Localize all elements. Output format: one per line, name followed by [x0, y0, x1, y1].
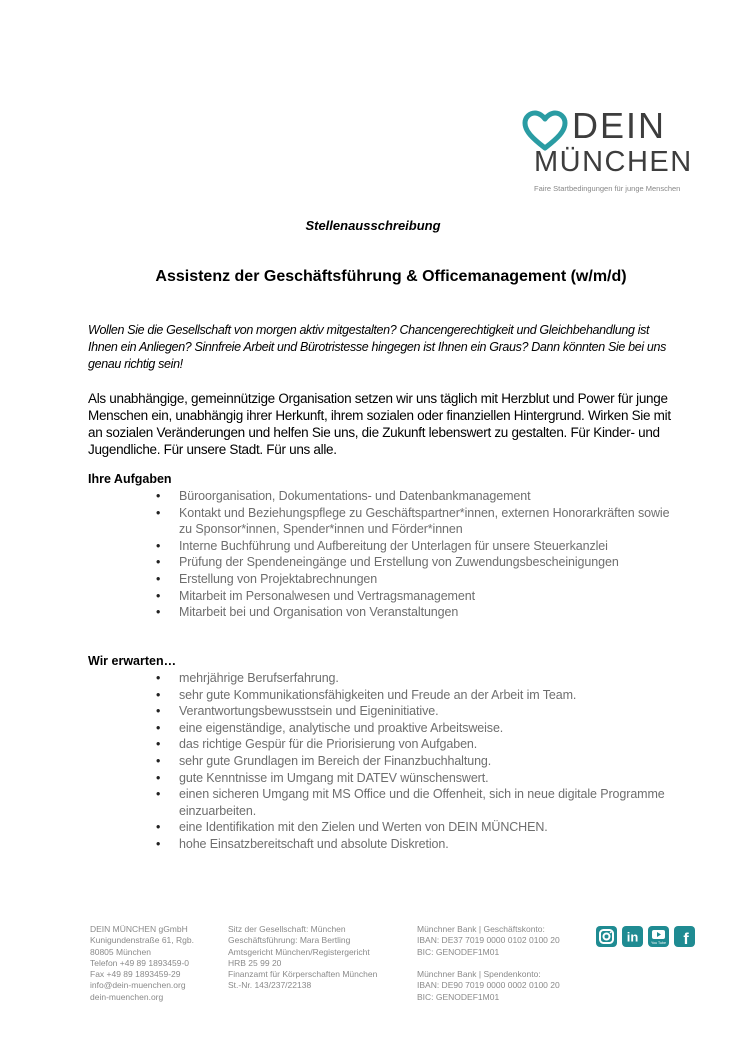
- footer-line: Amtsgericht München/Registergericht: [228, 946, 370, 957]
- footer-line: [417, 958, 560, 969]
- youtube-icon-text: You Tube: [650, 940, 667, 945]
- logo-line-dein: DEIN: [572, 105, 667, 146]
- footer-line: BIC: GENODEF1M01: [417, 991, 500, 1002]
- linkedin-icon-text: in: [626, 929, 639, 945]
- footer-line: Telefon +49 89 1893459-0: [90, 957, 190, 968]
- list-item: • Kontakt und Beziehungspflege zu Geschäftspartner*innen, externen Honorarkräften sowie zu Sponsor*innen, Spender*innen und Förder*innen: [156, 505, 679, 538]
- facebook-icon[interactable]: [674, 926, 695, 947]
- footer-line: Münchner Bank | Spendenkonto:: [417, 969, 541, 980]
- tasks-heading: Ihre Aufgaben: [88, 472, 172, 486]
- list-item: • Verantwortungsbewusstsein und Eigeninitiative.: [156, 703, 679, 720]
- instagram-icon[interactable]: [596, 926, 617, 947]
- list-item: • sehr gute Kommunikationsfähigkeiten und Freude an der Arbeit im Team.: [156, 687, 679, 704]
- footer-line: Sitz der Gesellschaft: München: [228, 924, 346, 934]
- footer-line: IBAN: DE37 7019 0000 0102 0100 20: [417, 935, 560, 946]
- list-item: • einen sicheren Umgang mit MS Office und die Offenheit, sich in neue digitale Programme einzuarbeiten.: [156, 786, 679, 819]
- footer-line: 80805 München: [90, 946, 151, 957]
- list-item: • Büroorganisation, Dokumentations- und Datenbankmanagement: [156, 488, 679, 505]
- list-item: • Interne Buchführung und Aufbereitung der Unterlagen für unsere Steuerkanzlei: [156, 538, 679, 555]
- footer-line: Kunigundenstraße 61, Rgb.: [90, 935, 194, 946]
- page-title: Assistenz der Geschäftsführung & Officemanagement (w/m/d): [155, 268, 627, 285]
- footer-line: Geschäftsführung: Mara Bertling: [228, 935, 351, 946]
- list-item: • Mitarbeit im Personalwesen und Vertragsmanagement: [156, 588, 679, 605]
- list-item: • Erstellung von Projektabrechnungen: [156, 571, 679, 588]
- footer-line: St.-Nr. 143/237/22138: [228, 980, 312, 991]
- footer-line: DEIN MÜNCHEN gGmbH: [90, 924, 188, 934]
- footer-company-info: [90, 924, 194, 1003]
- list-item: • hohe Einsatzbereitschaft und absolute Diskretion.: [156, 836, 679, 853]
- footer-bank-info: [417, 924, 560, 1003]
- about-paragraph: Als unabhängige, gemeinnützige Organisation setzen wir uns täglich mit Herzblut und Power für junge Menschen ein, unabhängig ihrer Herkunft, ihrem sozialen oder finanziellen Hintergrund. Wirken Sie mit an sozialen Veränderungen und helfen Sie uns, die Zukunft lebenswert zu gestalten. Für Kinder- und Jugendliche. Für unsere Stadt. Für uns alle.: [88, 391, 671, 457]
- list-item: • das richtige Gespür für die Priorisierung von Aufgaben.: [156, 736, 679, 753]
- linkedin-icon[interactable]: [622, 926, 643, 947]
- document-kicker: Stellenausschreibung: [305, 218, 441, 233]
- expectations-list: [156, 670, 679, 853]
- list-item: • mehrjährige Berufserfahrung.: [156, 670, 679, 687]
- intro-paragraph: Wollen Sie die Gesellschaft von morgen aktiv mitgestalten? Chancengerechtigkeit und Gleichbehandlung ist Ihnen ein Anliegen? Sinnfreie Arbeit und Bürotristesse hingegen ist Ihnen ein Graus? Dann könnten Sie bei uns genau richtig sein!: [88, 323, 667, 371]
- tasks-list: [156, 488, 679, 621]
- expectations-heading: Wir erwarten…: [88, 654, 177, 668]
- list-item: • eine Identifikation mit den Zielen und Werten von DEIN MÜNCHEN.: [156, 819, 679, 836]
- footer-line: IBAN: DE90 7019 0000 0002 0100 20: [417, 980, 560, 991]
- list-item: • gute Kenntnisse im Umgang mit DATEV wünschenswert.: [156, 770, 679, 787]
- youtube-icon[interactable]: [648, 926, 669, 947]
- footer-line: BIC: GENODEF1M01: [417, 946, 500, 957]
- logo: [522, 105, 693, 194]
- logo-line-muenchen: MÜNCHEN: [534, 146, 693, 178]
- logo-tagline: Faire Startbedingungen für junge Menschen: [534, 184, 681, 193]
- list-item: • Mitarbeit bei und Organisation von Veranstaltungen: [156, 604, 679, 621]
- footer-line: Finanzamt für Körperschaften München: [228, 969, 378, 980]
- footer-line: Münchner Bank | Geschäftskonto:: [417, 924, 545, 934]
- footer-line: Fax +49 89 1893459-29: [90, 969, 181, 980]
- list-item: • eine eigenständige, analytische und proaktive Arbeitsweise.: [156, 720, 679, 737]
- facebook-icon-text: f: [683, 931, 689, 947]
- footer-website-link[interactable]: dein-muenchen.org: [90, 991, 164, 1002]
- footer-line: HRB 25 99 20: [228, 957, 282, 968]
- footer-email-link[interactable]: info@dein-muenchen.org: [90, 980, 186, 991]
- list-item: • sehr gute Grundlagen im Bereich der Finanzbuchhaltung.: [156, 753, 679, 770]
- list-item: • Prüfung der Spendeneingänge und Erstellung von Zuwendungsbescheinigungen: [156, 554, 679, 571]
- footer-legal-info: [228, 924, 377, 992]
